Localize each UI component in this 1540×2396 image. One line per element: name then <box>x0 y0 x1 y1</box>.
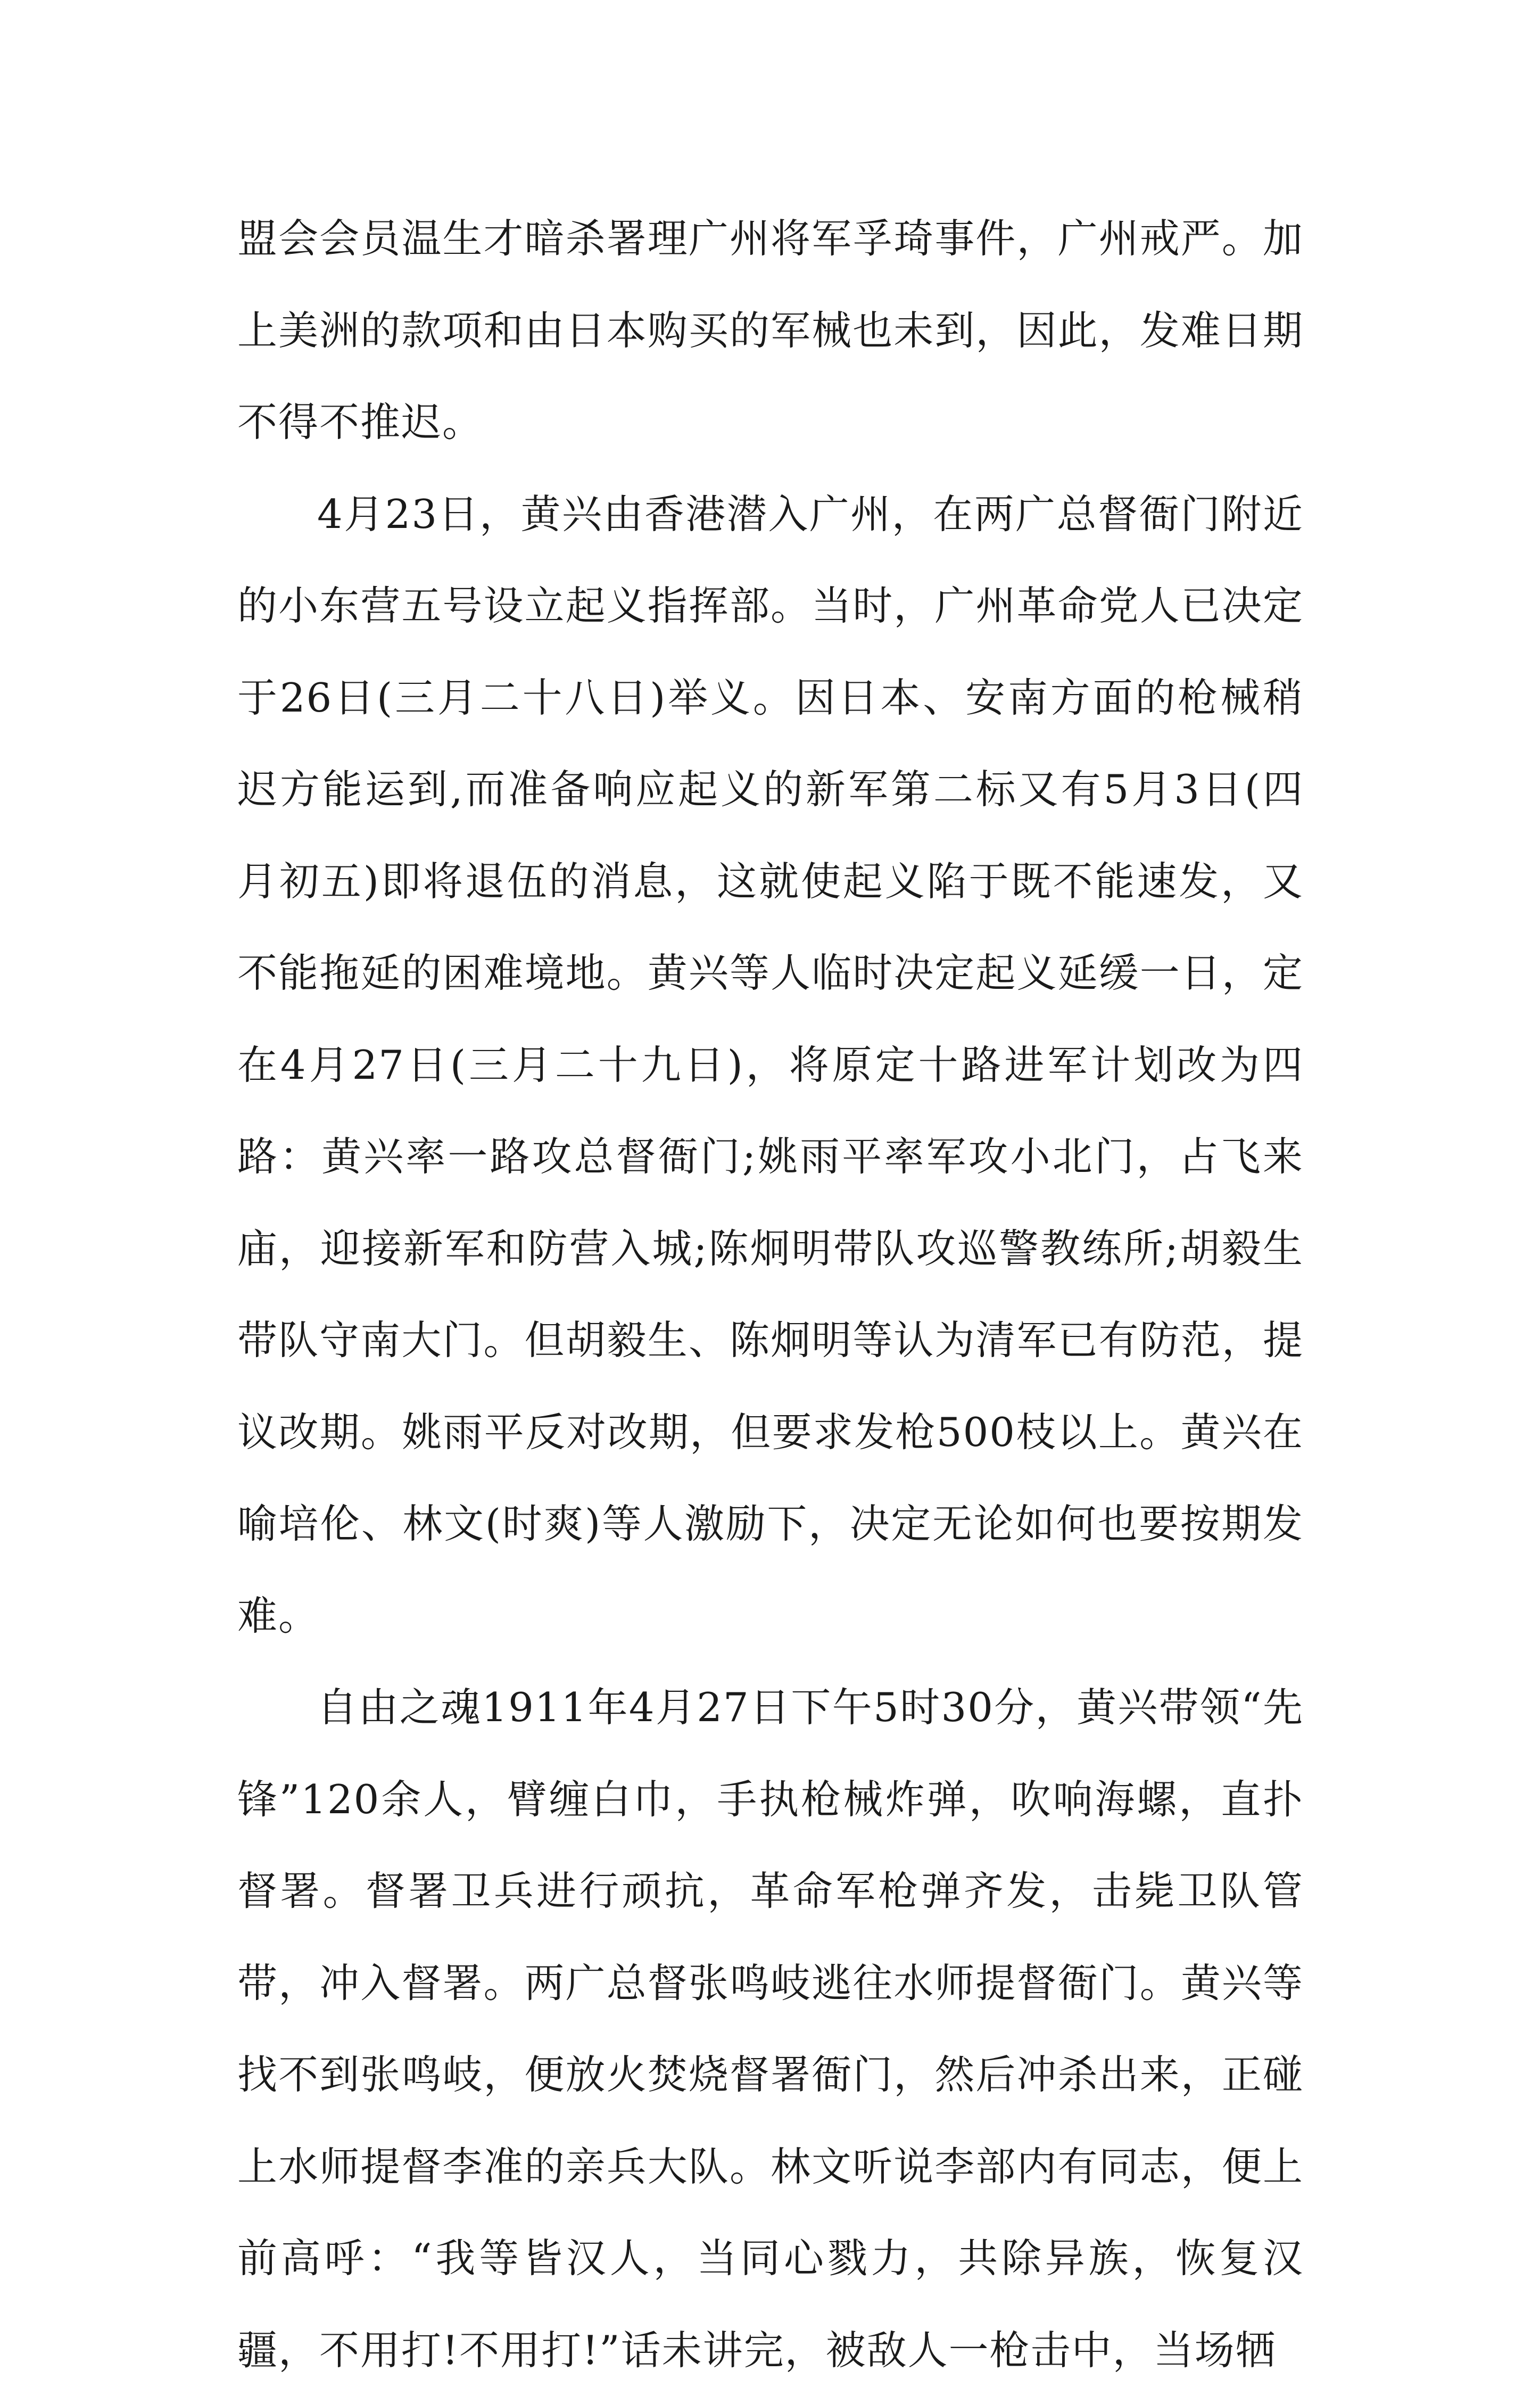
paragraph-uprising-attack: 自由之魂1911年4月27日下午5时30分，黄兴带领“先锋”120余人，臂缠白巾，手执枪械炸弹，吹响海螺，直扑督署。督署卫兵进行顽抗，革命军枪弹齐发，击毙卫队管带，冲入督署。两广总督张鸣岐逃往水师提督衙门。黄兴等找不到张鸣岐，便放火焚烧督署衙门，然后冲杀出来，正碰上水师提督李准的亲兵大队。林文听说李部内有同志，便上前高呼：“我等皆汉人，当同心戮力，共除异族，恢复汉疆，不用打!不用打!”话未讲完，被敌人一枪击中，当场牺 <box>237 1684 1304 2374</box>
document-body <box>237 193 1304 2396</box>
paragraph-uprising-plan: 4月23日，黄兴由香港潜入广州，在两广总督衙门附近的小东营五号设立起义指挥部。当时，广州革命党人已决定于26日(三月二十八日)举义。因日本、安南方面的枪械稍迟方能运到,而准备响应起义的新军第二标又有5月3日(四月初五)即将退伍的消息，这就使起义陷于既不能速发，又不能拖延的困难境地。黄兴等人临时决定起义延缓一日，定在4月27日(三月二十九日)，将原定十路进军计划改为四路：黄兴率一路攻总督衙门;姚雨平率军攻小北门，占飞来庙，迎接新军和防营入城;陈炯明带队攻巡警教练所;胡毅生带队守南大门。但胡毅生、陈炯明等认为清军已有防范，提议改期。姚雨平反对改期，但要求发枪500枝以上。黄兴在喻培伦、林文(时爽)等人激励下，决定无论如何也要按期发难。 <box>237 490 1304 1639</box>
paragraph-continuation: 盟会会员温生才暗杀署理广州将军孚琦事件，广州戒严。加上美洲的款项和由日本购买的军械也未到，因此，发难日期不得不推迟。 <box>237 215 1304 445</box>
